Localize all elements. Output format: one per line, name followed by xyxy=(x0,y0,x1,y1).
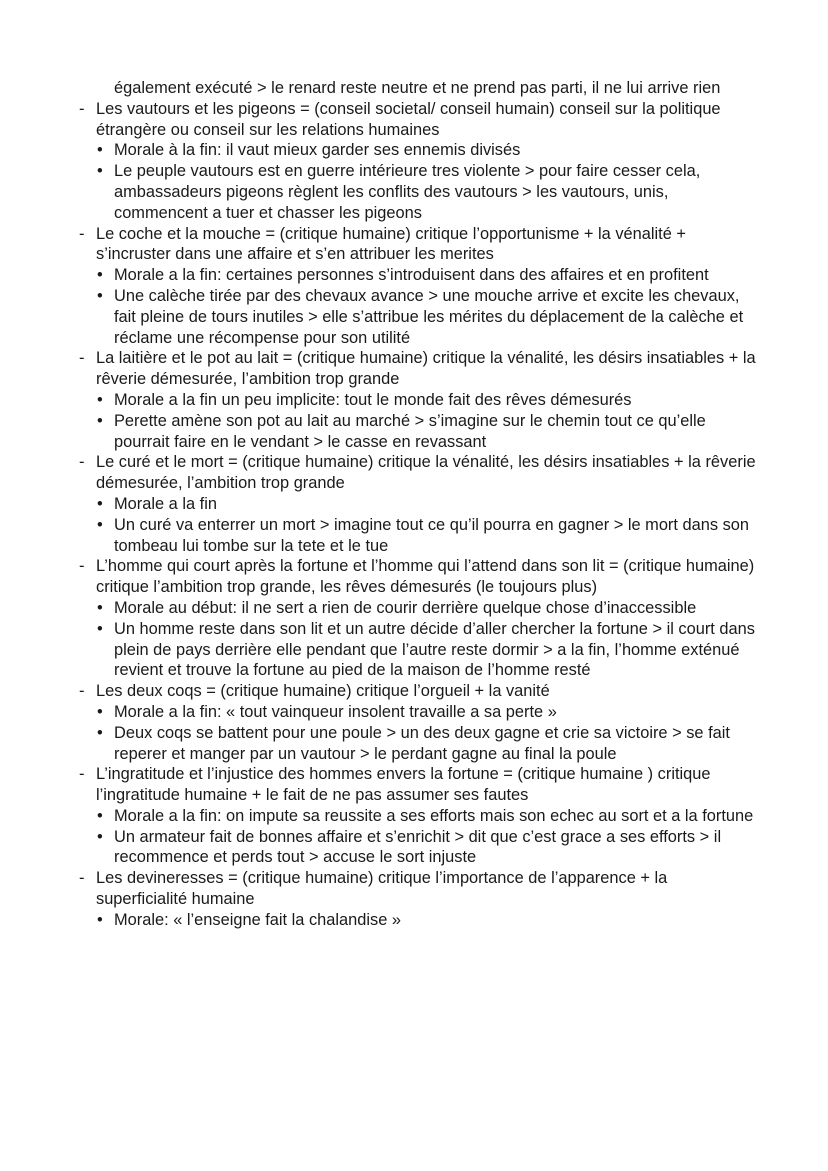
sub-bullet xyxy=(97,390,756,411)
dash-marker: - xyxy=(79,765,85,784)
dash-marker: - xyxy=(79,349,85,368)
fable-title: L’ingratitude et l’injustice des hommes envers la fortune = (critique humaine ) critique l’ingratitude humaine + le fait de ne pas assumer ses fautes xyxy=(96,765,711,805)
sub-bullet xyxy=(97,161,756,223)
fable-title: Les deux coqs = (critique humaine) critique l’orgueil + la vanité xyxy=(96,682,550,701)
sub-bullet xyxy=(97,702,756,723)
bullet-marker: • xyxy=(97,723,103,742)
sub-bullet xyxy=(97,619,756,681)
bullet-marker: • xyxy=(97,390,103,409)
sub-bullet-text: Deux coqs se battent pour une poule > un des deux gagne et crie sa victoire > se fait reperer et manger par un vautour > le perdant gagne au final la poule xyxy=(114,723,730,763)
sub-bullet xyxy=(97,286,756,348)
fable-item xyxy=(79,224,756,266)
fable-item xyxy=(79,868,756,910)
sub-bullet-text: Morale a la fin xyxy=(114,494,217,513)
bullet-marker: • xyxy=(97,515,103,534)
fable-title: Les devineresses = (critique humaine) critique l’importance de l’apparence + la superficialité humaine xyxy=(96,869,668,909)
fable-title: Le curé et le mort = (critique humaine) critique la vénalité, les désirs insatiables + la rêverie démesurée, l’ambition trop grande xyxy=(96,453,756,493)
dash-marker: - xyxy=(79,869,85,888)
dash-marker: - xyxy=(79,99,85,118)
bullet-marker: • xyxy=(97,910,103,929)
dash-marker: - xyxy=(79,224,85,243)
sub-bullet-text: Le peuple vautours est en guerre intérieure tres violente > pour faire cesser cela, ambassadeurs pigeons règlent les conflits des vautours > les vautours, unis, commencent a tuer et chasser les pigeons xyxy=(114,162,701,222)
bullet-marker: • xyxy=(97,827,103,846)
dash-marker: - xyxy=(79,557,85,576)
sub-bullet xyxy=(97,494,756,515)
bullet-marker: • xyxy=(97,806,103,825)
sub-bullet xyxy=(97,723,756,765)
sub-bullet-text: Morale a la fin: on impute sa reussite a ses efforts mais son echec au sort et a la fortune xyxy=(114,806,754,825)
sub-bullet xyxy=(97,411,756,453)
bullet-marker: • xyxy=(97,266,103,285)
dash-marker: - xyxy=(79,453,85,472)
fable-title: Les vautours et les pigeons = (conseil societal/ conseil humain) conseil sur la politique étrangère ou conseil sur les relations humaines xyxy=(96,99,721,139)
sub-bullet-text: Perette amène son pot au lait au marché > s’imagine sur le chemin tout ce qu’elle pourrait faire en le vendant > le casse en revassant xyxy=(114,411,706,451)
sub-bullet xyxy=(97,265,756,286)
sub-bullet xyxy=(97,515,756,557)
sub-bullet xyxy=(97,827,756,869)
bullet-marker: • xyxy=(97,598,103,617)
sub-bullet-text: Morale à la fin: il vaut mieux garder ses ennemis divisés xyxy=(114,141,521,160)
fable-item xyxy=(79,764,756,806)
sub-bullet xyxy=(97,140,756,161)
sub-bullet-text: Morale au début: il ne sert a rien de courir derrière quelque chose d’inaccessible xyxy=(114,598,697,617)
fable-title: Le coche et la mouche = (critique humaine) critique l’opportunisme + la vénalité + s’incruster dans une affaire et s’en attribuer les merites xyxy=(96,224,686,264)
sub-bullet-text: Un curé va enterrer un mort > imagine tout ce qu’il pourra en gagner > le mort dans son tombeau lui tombe sur la tete et le tue xyxy=(114,515,750,555)
bullet-marker: • xyxy=(97,141,103,160)
bullet-marker: • xyxy=(97,286,103,305)
sub-bullet-text: Morale a la fin un peu implicite: tout le monde fait des rêves démesurés xyxy=(114,390,632,409)
fable-title: L’homme qui court après la fortune et l’homme qui l’attend dans son lit = (critique humaine) critique l’ambition trop grande, les rêves démesurés (le toujours plus) xyxy=(96,557,755,597)
sub-bullet xyxy=(97,806,756,827)
sub-bullet-text: Morale a la fin: certaines personnes s’introduisent dans des affaires et en profitent xyxy=(114,266,709,285)
sub-bullet-text: Un armateur fait de bonnes affaire et s’enrichit > dit que c’est grace a ses efforts > il recommence et perds tout > accuse le sort injuste xyxy=(114,827,722,867)
notes-body xyxy=(0,78,828,931)
sub-bullet-text: Une calèche tirée par des chevaux avance > une mouche arrive et excite les chevaux, fait pleine de tours inutiles > elle s’attribue les mérites du déplacement de la calèche et réclame une récompense pour son utilité xyxy=(114,286,744,347)
dash-marker: - xyxy=(79,682,85,701)
fable-item xyxy=(79,452,756,494)
bullet-marker: • xyxy=(97,619,103,638)
sub-bullet-text: Morale a la fin: « tout vainqueur insolent travaille a sa perte » xyxy=(114,702,557,721)
fable-item xyxy=(79,348,756,390)
sub-bullet xyxy=(97,910,756,931)
fable-item xyxy=(79,681,756,702)
bullet-marker: • xyxy=(97,494,103,513)
continuation-text: également exécuté > le renard reste neutre et ne prend pas parti, il ne lui arrive rien xyxy=(114,79,721,97)
fable-title: La laitière et le pot au lait = (critique humaine) critique la vénalité, les désirs insatiables + la rêverie démesurée, l’ambition trop grande xyxy=(96,349,756,389)
sub-bullet xyxy=(97,598,756,619)
sub-bullet-text: Morale: « l’enseigne fait la chalandise » xyxy=(114,910,402,929)
fable-item xyxy=(79,556,756,598)
bullet-marker: • xyxy=(97,162,103,181)
bullet-marker: • xyxy=(97,702,103,721)
fable-item xyxy=(79,99,756,141)
bullet-marker: • xyxy=(97,411,103,430)
sub-bullet-text: Un homme reste dans son lit et un autre décide d’aller chercher la fortune > il court dans plein de pays derrière elle pendant que l’autre reste dormir > a la fin, l’homme exténué revient et trouve la fortune au pied de la maison de l’homme resté xyxy=(114,619,755,680)
